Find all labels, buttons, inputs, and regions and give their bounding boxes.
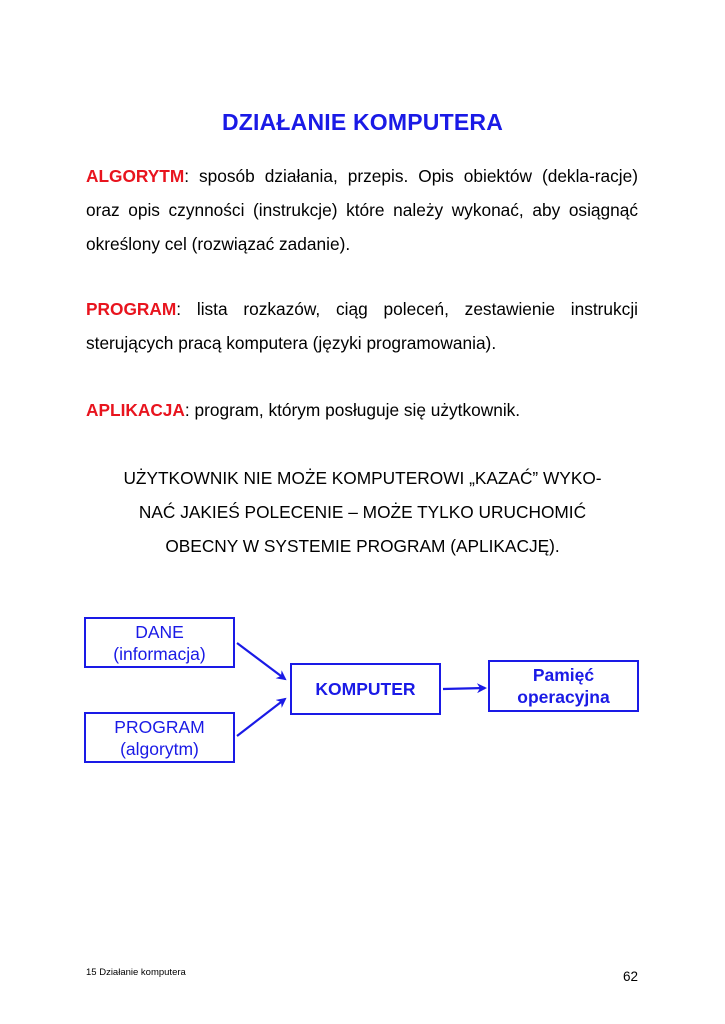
definition-program <box>86 292 638 360</box>
pamiec-label: Pamięć <box>532 665 595 685</box>
komputer-label: KOMPUTER <box>315 679 416 699</box>
dane-label: DANE <box>135 621 184 642</box>
user-statement <box>80 461 645 563</box>
statement-line: NAĆ JAKIEŚ POLECENIE – MOŻE TYLKO URUCHOMIĆ <box>138 502 587 522</box>
diagram-box-komputer <box>290 663 441 715</box>
program-sublabel: (algorytm) <box>120 738 199 759</box>
term-aplikacja: APLIKACJA <box>86 400 185 420</box>
footer-section: 15 Działanie komputera <box>86 967 186 978</box>
definition-aplikacja <box>86 393 638 427</box>
pamiec-sublabel: operacyjna <box>517 687 610 707</box>
arrow-komputer-to-pamiec <box>443 688 485 689</box>
statement-line: OBECNY W SYSTEMIE PROGRAM (APLIKACJĘ). <box>165 536 560 556</box>
definition-text-program: : lista rozkazów, ciąg poleceń, zestawienie instrukcji sterujących pracą komputera (języki programowania). <box>86 299 638 353</box>
term-algorytm: ALGORYTM <box>86 166 185 186</box>
statement-line: UŻYTKOWNIK NIE MOŻE KOMPUTEROWI „KAZAĆ” WYKO- <box>123 468 602 488</box>
definition-text-algorytm: : sposób działania, przepis. Opis obiektów (dekla-racje) oraz opis czynności (instrukcje) które należy wykonać, aby osiągnąć określony cel (rozwiązać zadanie). <box>86 166 638 254</box>
page-title: DZIAŁANIE KOMPUTERA <box>221 109 504 135</box>
arrow-dane-to-komputer <box>237 643 285 679</box>
term-program: PROGRAM <box>86 299 177 319</box>
diagram-box-program <box>84 712 235 763</box>
definition-algorytm <box>86 159 638 261</box>
diagram-box-pamiec <box>488 660 639 712</box>
dane-sublabel: (informacja) <box>113 643 206 664</box>
page-number: 62 <box>622 969 638 984</box>
definition-text-aplikacja: : program, którym posługuje się użytkownik. <box>184 400 521 420</box>
arrow-program-to-komputer <box>237 699 285 736</box>
program-label: PROGRAM <box>114 716 205 737</box>
diagram-box-dane <box>84 617 235 668</box>
